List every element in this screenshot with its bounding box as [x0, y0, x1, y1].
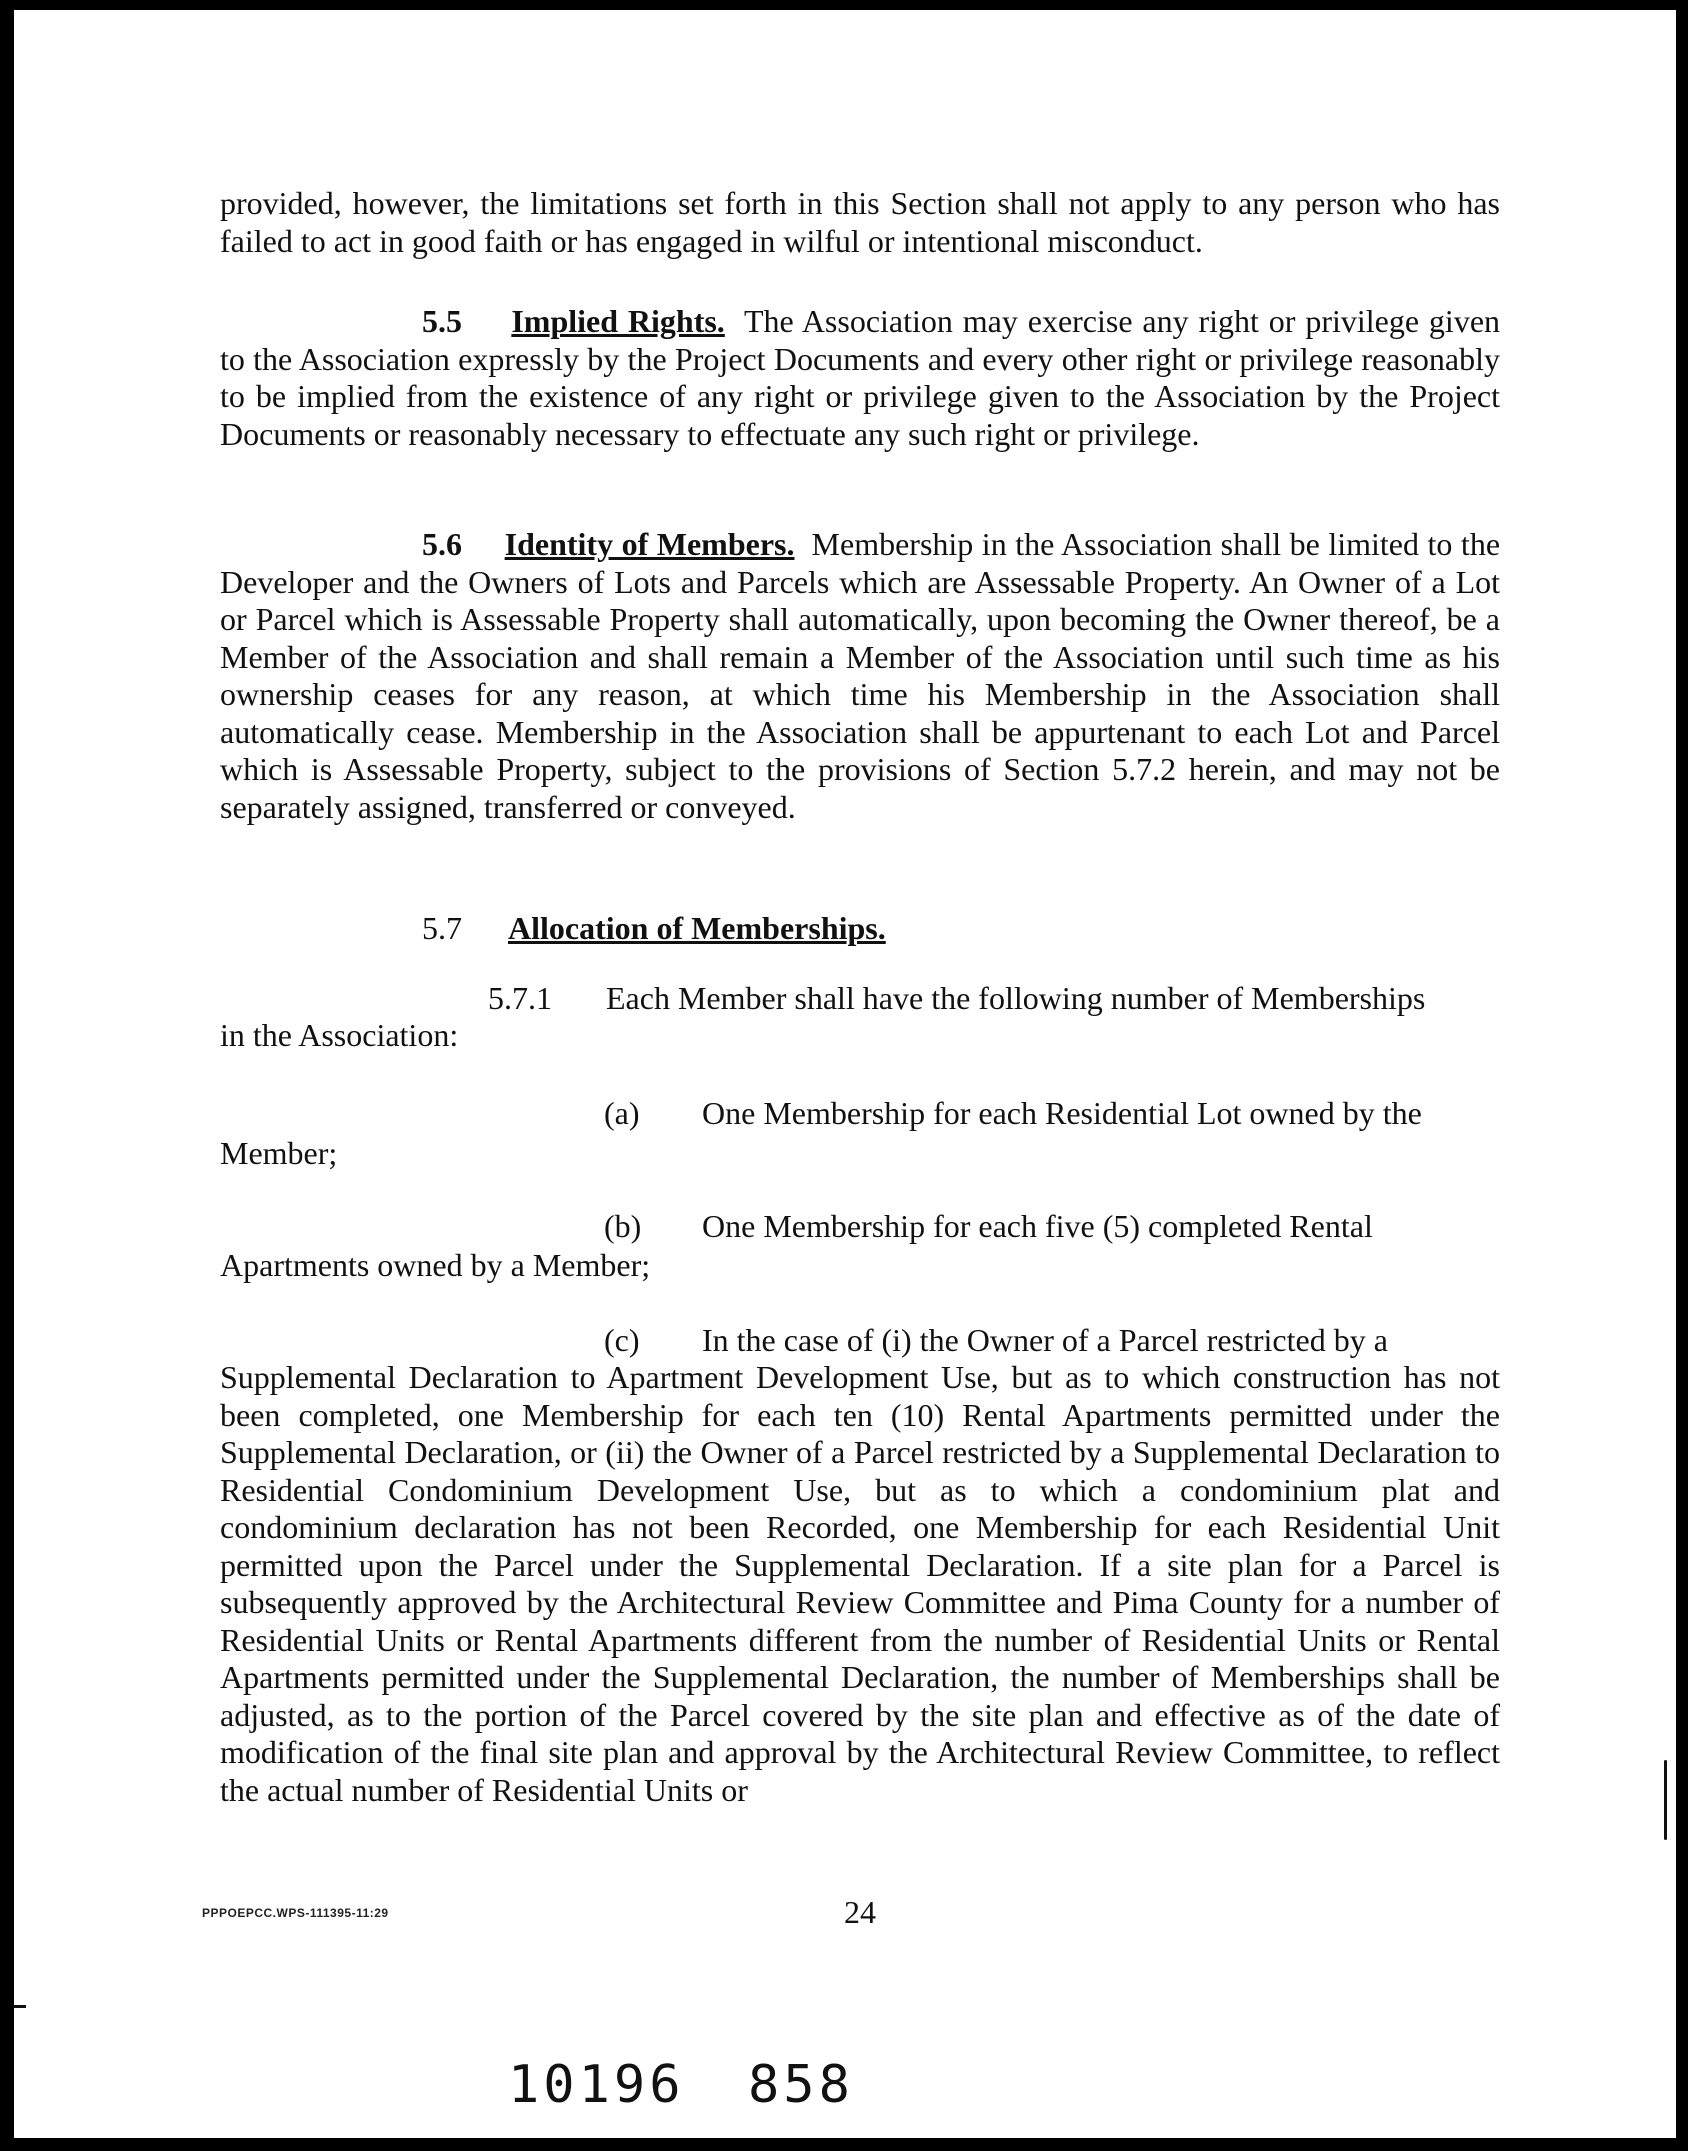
- item-c-label: (c): [604, 1322, 640, 1358]
- item-b-label: (b): [604, 1208, 642, 1244]
- section-5-6-number: 5.6: [422, 526, 462, 562]
- section-5-7-heading: Allocation of Memberships.: [508, 910, 886, 946]
- intro-paragraph: provided, however, the limitations set forth in this Section shall not apply to any person who has failed to act in good faith or has engaged in wilful or intentional misconduct.: [220, 185, 1500, 259]
- section-5-7-number: 5.7: [422, 910, 462, 946]
- scan-edge-mark: [14, 2005, 26, 2008]
- item-a-line2: Member;: [220, 1135, 338, 1171]
- section-5-5: [220, 303, 1500, 453]
- item-a-line1: One Membership for each Residential Lot owned by the: [702, 1095, 1422, 1131]
- page-number: 24: [844, 1894, 876, 1930]
- item-a-label: (a): [604, 1095, 640, 1131]
- section-5-7-1-line2: in the Association:: [220, 1017, 459, 1053]
- section-5-7-1-number: 5.7.1: [488, 980, 552, 1016]
- section-5-7-1-line1: Each Member shall have the following number of Memberships: [606, 980, 1426, 1016]
- scan-edge-mark: [1664, 1760, 1667, 1840]
- item-b-line1: One Membership for each five (5) completed Rental: [702, 1208, 1373, 1244]
- section-5-6-body: Membership in the Association shall be limited to the Developer and the Owners of Lots and Parcels which are Assessable Property. An Owner of a Lot or Parcel which is Assessable Property shall automatically, upon becoming the Owner thereof, be a Member of the Association and shall remain a Member of the Association until such time as his ownership ceases for any reason, at which time his Membership in the Association shall automatically cease. Membership in the Association shall be appurtenant to each Lot and Parcel which is Assessable Property, subject to the provisions of Section 5.7.2 herein, and may not be separately assigned, transferred or conveyed.: [220, 526, 1501, 825]
- section-5-6: [220, 526, 1500, 826]
- section-5-5-number: 5.5: [422, 303, 462, 339]
- section-5-6-heading: Identity of Members.: [504, 526, 795, 562]
- item-c-body: Supplemental Declaration to Apartment Development Use, but as to which construction has not been completed, one Membership for each ten (10) Rental Apartments permitted under the Supplemental Declaration, or (ii) the Owner of a Parcel restricted by a Supplemental Declaration to Residential Condominium Development Use, but as to which a condominium plat and condominium declaration has not been Recorded, one Membership for each Residential Unit permitted upon the Parcel under the Supplemental Declaration. If a site plan for a Parcel is subsequently approved by the Architectural Review Committee and Pima County for a number of Residential Units or Rental Apartments different from the number of Residential Units or Rental Apartments permitted under the Supplemental Declaration, the number of Memberships shall be adjusted, as to the portion of the Parcel covered by the site plan and effective as of the date of modification of the final site plan and approval by the Architectural Review Committee, to reflect the actual number of Residential Units or: [220, 1359, 1500, 1808]
- stamp-book-number: 10196: [508, 2055, 685, 2115]
- document-page: [14, 10, 1676, 2138]
- item-c-line1: In the case of (i) the Owner of a Parcel restricted by a: [702, 1322, 1388, 1358]
- stamp-page-number: 858: [748, 2055, 854, 2115]
- file-code: PPPOEPCC.WPS-111395-11:29: [202, 1906, 389, 1920]
- section-5-5-heading: Implied Rights.: [511, 303, 725, 339]
- section-5-5-body: The Association may exercise any right or privilege given to the Association expressly by the Project Documents and every other right or privilege reasonably to be implied from the existence of any right or privilege given to the Association by the Project Documents or reasonably necessary to effectuate any such right or privilege.: [220, 303, 1501, 452]
- item-b-line2: Apartments owned by a Member;: [220, 1247, 651, 1283]
